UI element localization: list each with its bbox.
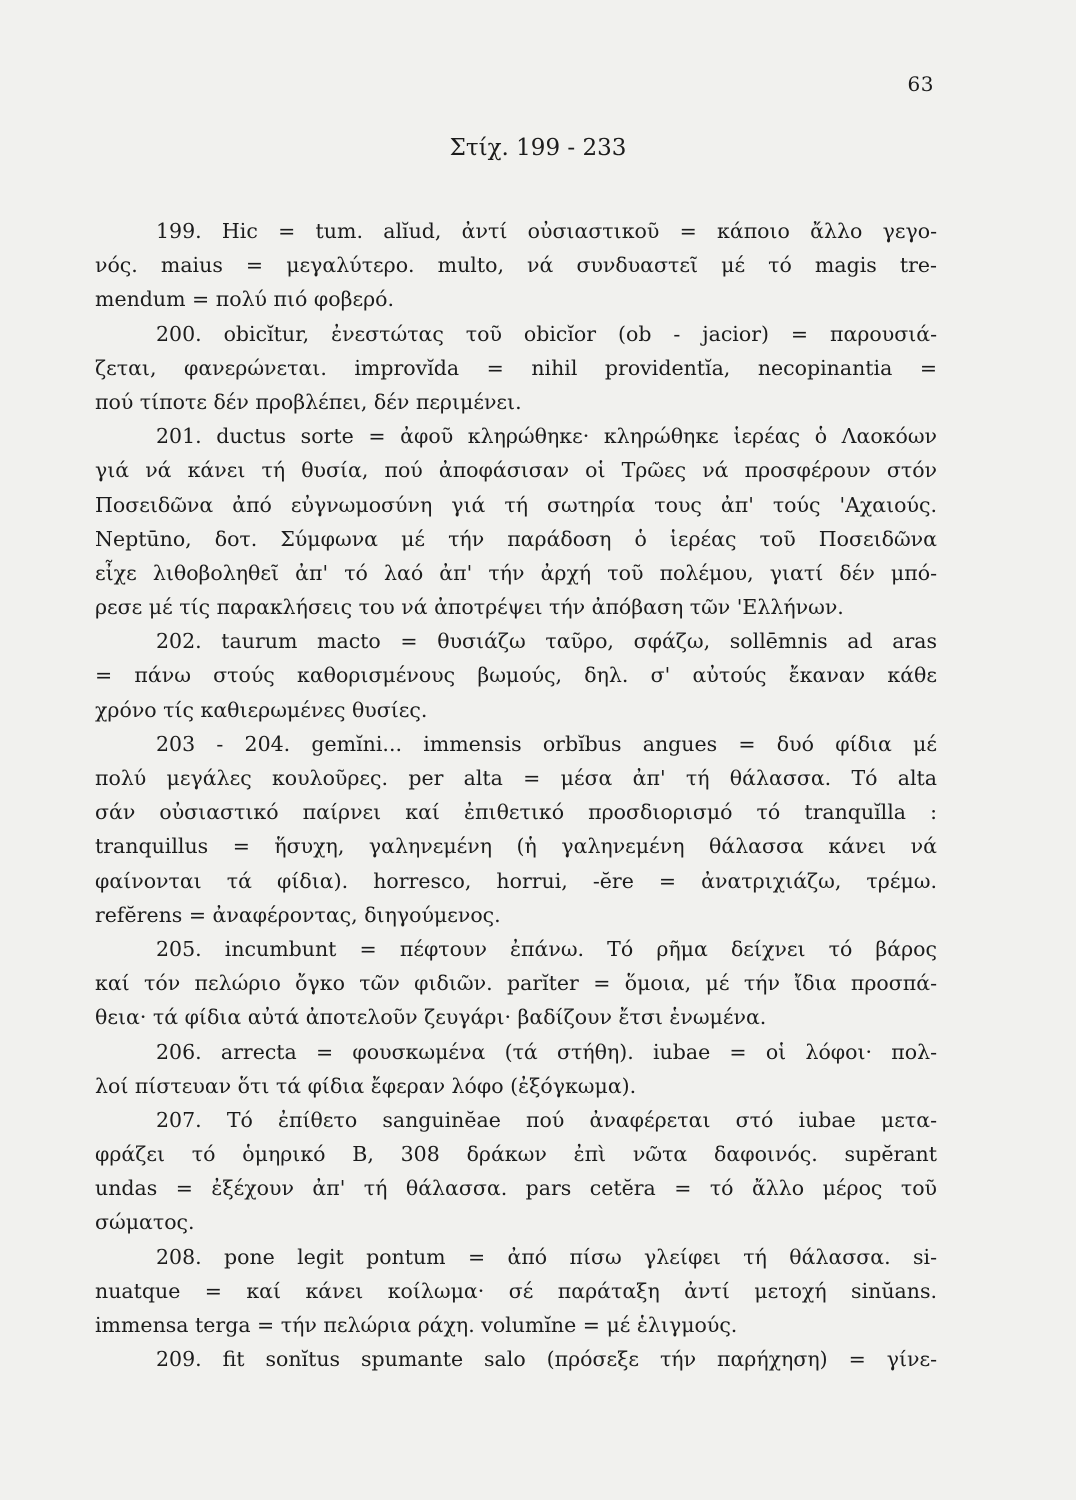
text-line: ρεσε μέ τίς παρακλήσεις του νά ἀποτρέψει τήν ἀπόβαση τῶν 'Ελλήνων. <box>95 595 844 620</box>
text-line: Ποσειδῶνα ἀπό εὐγνωμοσύνη γιά τή σωτηρία τους ἀπ' τούς 'Αχαιούς. <box>95 492 937 517</box>
text-line: λοί πίστευαν ὅτι τά φίδια ἔφεραν λόφο (ἐξόγκωμα). <box>95 1073 637 1098</box>
text-line: immensa terga = τήν πελώρια ράχη. volumĭne = μέ ἑλιγμούς. <box>95 1313 738 1337</box>
text-line: 208. pone legit pontum = ἀπό πίσω γλείφει τή θάλασσα. si- <box>156 1244 937 1269</box>
section-heading: Στίχ. 199 - 233 <box>449 135 627 161</box>
page-number: 63 <box>907 72 934 96</box>
text-line: σώματος. <box>95 1210 195 1235</box>
text-line: Neptūno, δοτ. Σύμφωνα μέ τήν παράδοση ὁ ἱερέας τοῦ Ποσειδῶνα <box>95 526 937 551</box>
text-line: πού τίποτε δέν προβλέπει, δέν περιμένει. <box>95 389 522 414</box>
text-line: tranquillus = ἥσυχη, γαληνεμένη (ἡ γαληνεμένη θάλασσα κάνει νά <box>95 834 937 859</box>
text-line: 201. ductus sorte = ἀφοῦ κληρώθηκε· κληρώθηκε ἱερέας ὁ Λαοκόων <box>156 424 937 449</box>
text-line: 209. fit sonĭtus spumante salo (πρόσεξε τήν παρήχηση) = γίνε- <box>156 1347 937 1372</box>
text-line: καί τόν πελώριο ὄγκο τῶν φιδιῶν. parĭter = ὅμοια, μέ τήν ἴδια προσπά- <box>95 971 937 996</box>
text-line: 206. arrecta = φουσκωμένα (τά στήθη). iubae = οἱ λόφοι· πολ- <box>156 1039 937 1064</box>
text-line: refĕrens = ἀναφέροντας, διηγούμενος. <box>95 902 501 927</box>
text-line: θεια· τά φίδια αὐτά ἀποτελοῦν ζευγάρι· βαδίζουν ἔτσι ἑνωμένα. <box>95 1005 767 1030</box>
text-line: φράζει τό ὁμηρικό Β, 308 δράκων ἐπὶ νῶτα δαφοινός. supĕrant <box>95 1142 937 1167</box>
text-line: undas = ἐξέχουν ἀπ' τή θάλασσα. pars cetĕra = τό ἄλλο μέρος τοῦ <box>95 1176 937 1201</box>
text-line: 200. obicĭtur, ἐνεστώτας τοῦ obicĭor (ob - jacior) = παρουσιά- <box>156 321 937 346</box>
text-line: 202. taurum macto = θυσιάζω ταῦρο, σφάζω, sollēmnis ad aras <box>156 629 937 654</box>
text-line: 205. incumbunt = πέφτουν ἐπάνω. Τό ρῆμα δείχνει τό βάρος <box>156 936 937 961</box>
text-line: σάν οὐσιαστικό παίρνει καί ἐπιθετικό προσδιορισμό τό tranquĭlla : <box>95 800 937 825</box>
text-line: χρόνο τίς καθιερωμένες θυσίες. <box>95 697 428 722</box>
commentary-body <box>95 214 937 1376</box>
text-line: 207. Τό ἐπίθετο sanguinĕae πού ἀναφέρεται στό iubae μετα- <box>156 1107 937 1132</box>
text-line: = πάνω στούς καθορισμένους βωμούς, δηλ. σ' αὐτούς ἔκαναν κάθε <box>95 663 937 688</box>
text-line: nuatque = καί κάνει κοίλωμα· σέ παράταξη ἀντί μετοχή sinŭans. <box>95 1278 937 1303</box>
text-line: 203 - 204. gemĭni... immensis orbĭbus angues = δυό φίδια μέ <box>156 731 937 756</box>
text-line: mendum = πολύ πιό φοβερό. <box>95 287 394 312</box>
text-line: 199. Hic = tum. alĭud, ἀντί οὐσιαστικοῦ = κάποιο ἄλλο γεγο- <box>156 219 937 243</box>
text-line: γιά νά κάνει τή θυσία, πού ἀποφάσισαν οἱ Τρῶες νά προσφέρουν στόν <box>95 458 937 483</box>
text-line: εἶχε λιθοβοληθεῖ ἀπ' τό λαό ἀπ' τήν ἀρχή τοῦ πολέμου, γιατί δέν μπό- <box>95 560 937 585</box>
text-line: ζεται, φανερώνεται. improvĭda = nihil providentĭa, necopinantia = <box>95 355 937 380</box>
text-line: πολύ μεγάλες κουλοῦρες. per alta = μέσα ἀπ' τή θάλασσα. Τό alta <box>95 766 937 790</box>
text-line: φαίνονται τά φίδια). horresco, horrui, -ĕre = ἀνατριχιάζω, τρέμω. <box>95 868 937 893</box>
text-line: νός. maius = μεγαλύτερο. multo, νά συνδυαστεῖ μέ τό magis tre- <box>95 253 937 278</box>
